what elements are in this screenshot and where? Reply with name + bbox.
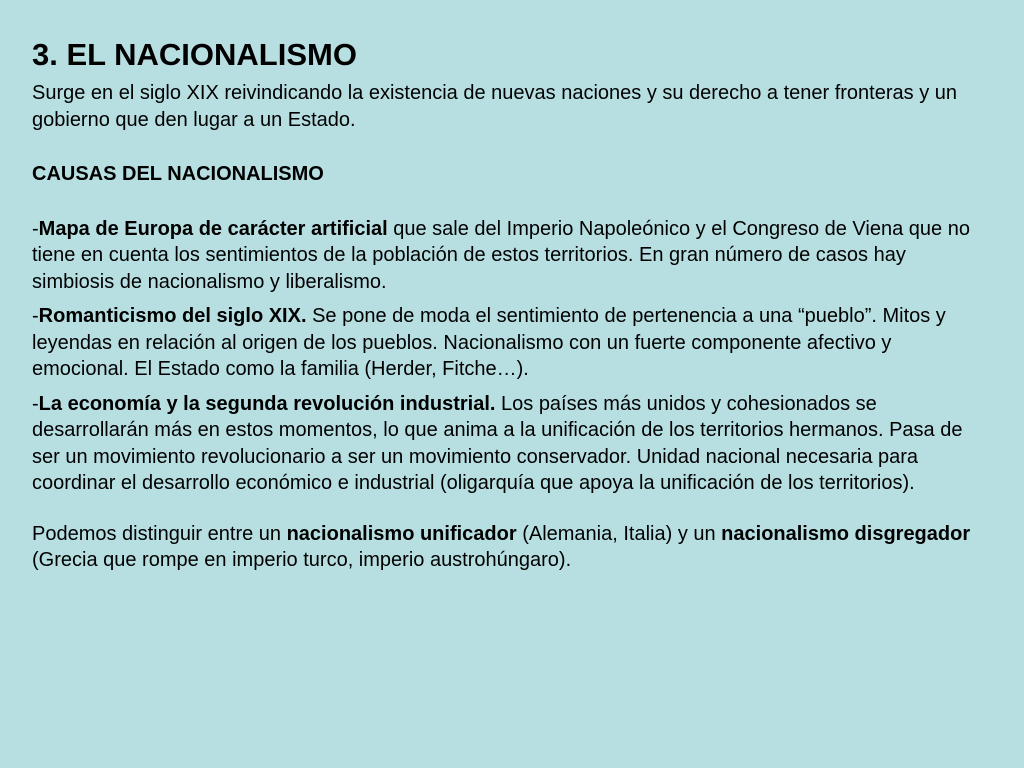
conclusion-term-unificador: nacionalismo unificador — [286, 522, 517, 545]
conclusion-text: (Alemania, Italia) y un — [516, 522, 722, 545]
cause-text: Los países más unidos y cohesionados se desarrollarán más en estos momentos, lo que anima a la unificación de los territorios hermanos. Pasa de ser un movimiento revolucionario a ser un movimiento conservador. Unidad nacional necesaria para coordinar el desarrollo económico e industrial (oligarquía que apoya la unificación de los territorios). — [32, 392, 963, 494]
cause-prefix: - — [32, 305, 39, 327]
cause-prefix: - — [32, 217, 39, 240]
conclusion-text: Podemos distinguir entre un — [32, 522, 287, 545]
cause-text: Se pone de moda el sentimiento de pertenencia a una “pueblo”. Mitos y leyendas en relación al origen de los pueblos. Nacionalismo con un fuerte componente afectivo y emocional. El Estado como la familia (Herder, Fitche…). — [32, 305, 946, 380]
cause-item — [32, 391, 984, 497]
cause-item — [32, 216, 984, 296]
cause-item — [32, 303, 984, 383]
cause-bold-text: La economía y la segunda revolución industrial. — [38, 392, 496, 415]
conclusion-text: (Grecia que rompe en imperio turco, imperio austrohúngaro). — [32, 549, 572, 571]
causes-heading-text: CAUSAS DEL NACIONALISMO — [32, 163, 324, 185]
conclusion-paragraph — [32, 521, 984, 574]
slide-title: 3. EL NACIONALISMO — [32, 37, 357, 72]
cause-text: que sale del Imperio Napoleónico y el Congreso de Viena que no tiene en cuenta los sentimientos de la población de estos territorios. En gran número de casos hay simbiosis de nacionalismo y liberalismo. — [32, 217, 970, 293]
conclusion-term-disgregador: nacionalismo disgregador — [721, 522, 971, 545]
intro-paragraph: Surge en el siglo XIX reivindicando la existencia de nuevas naciones y su derecho a tener fronteras y un gobierno que den lugar a un Estado. — [32, 82, 957, 131]
causes-heading — [32, 161, 984, 188]
cause-bold-text: Mapa de Europa de carácter artificial — [38, 217, 388, 240]
cause-bold-text: Romanticismo del siglo XIX. — [38, 305, 307, 327]
cause-prefix: - — [32, 392, 39, 415]
